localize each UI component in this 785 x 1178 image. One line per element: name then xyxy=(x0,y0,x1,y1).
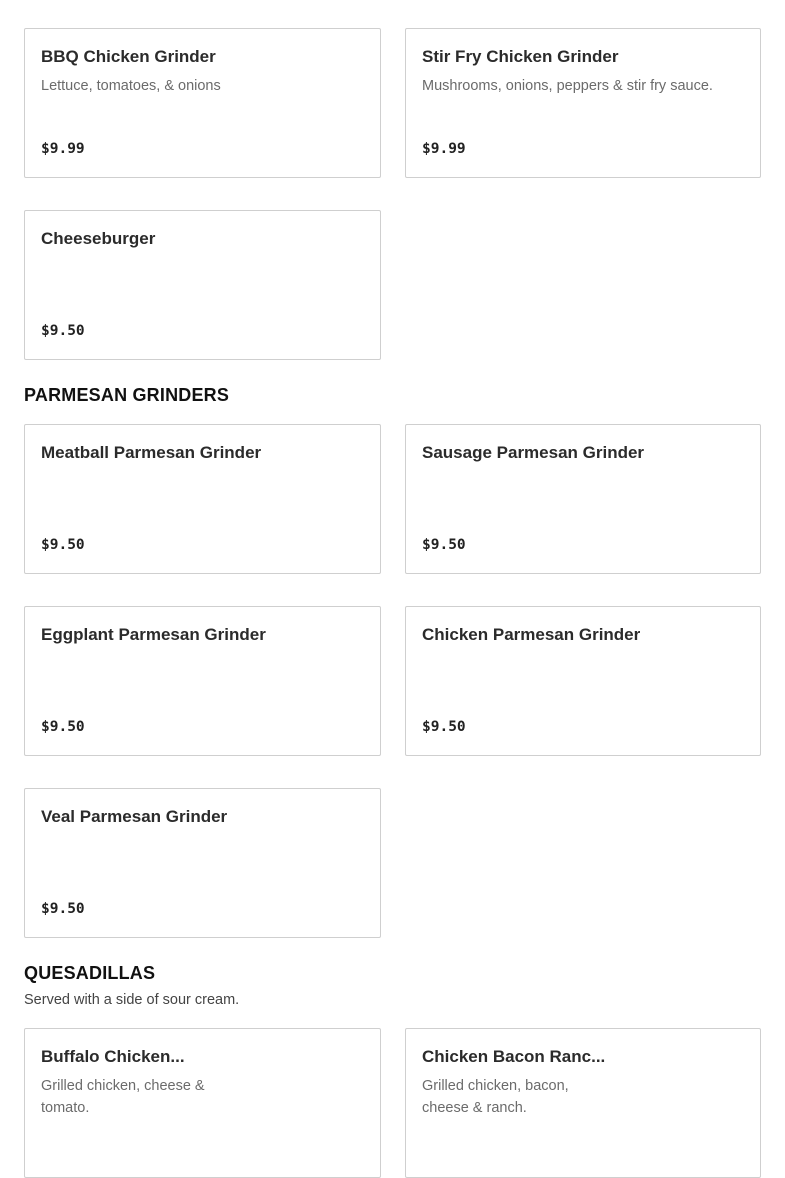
item-description: Mushrooms, onions, peppers & stir fry sauce. xyxy=(422,78,713,94)
item-price: $9.99 xyxy=(422,141,466,157)
item-price: $9.50 xyxy=(422,537,466,553)
menu-item-card[interactable] xyxy=(24,28,381,178)
item-name: Cheeseburger xyxy=(41,229,156,248)
item-price: $9.50 xyxy=(41,537,85,553)
menu-item-card[interactable] xyxy=(405,606,761,756)
item-name: Sausage Parmesan Grinder xyxy=(422,443,645,462)
menu-item-card[interactable] xyxy=(405,28,761,178)
item-description: Grilled chicken, bacon, cheese & ranch. xyxy=(422,1078,569,1116)
menu-item-card[interactable] xyxy=(24,606,381,756)
item-name: Stir Fry Chicken Grinder xyxy=(422,47,619,66)
item-price: $9.50 xyxy=(41,719,85,735)
menu-item-card[interactable] xyxy=(405,424,761,574)
item-name: BBQ Chicken Grinder xyxy=(41,47,216,66)
item-price: $9.50 xyxy=(41,323,85,339)
item-price: $9.99 xyxy=(41,141,85,157)
item-name: Meatball Parmesan Grinder xyxy=(41,443,262,462)
item-price: $9.50 xyxy=(422,719,466,735)
item-description: Grilled chicken, cheese & tomato. xyxy=(41,1078,205,1116)
item-name: Chicken Parmesan Grinder xyxy=(422,625,641,644)
section-subtitle: Served with a side of sour cream. xyxy=(24,992,240,1008)
item-name: Eggplant Parmesan Grinder xyxy=(41,625,266,644)
item-name: Buffalo Chicken... xyxy=(41,1047,185,1066)
item-price: $9.50 xyxy=(41,901,85,917)
menu-item-card[interactable] xyxy=(24,1028,381,1178)
menu-item-card[interactable] xyxy=(405,1028,761,1178)
item-name: Veal Parmesan Grinder xyxy=(41,807,228,826)
menu-item-card[interactable] xyxy=(24,788,381,938)
menu-item-card[interactable] xyxy=(24,424,381,574)
section-title: PARMESAN GRINDERS xyxy=(24,385,230,405)
item-description: Lettuce, tomatoes, & onions xyxy=(41,78,221,94)
menu-item-card[interactable] xyxy=(24,210,381,360)
section-title: QUESADILLAS xyxy=(24,963,156,983)
item-name: Chicken Bacon Ranc... xyxy=(422,1047,606,1066)
